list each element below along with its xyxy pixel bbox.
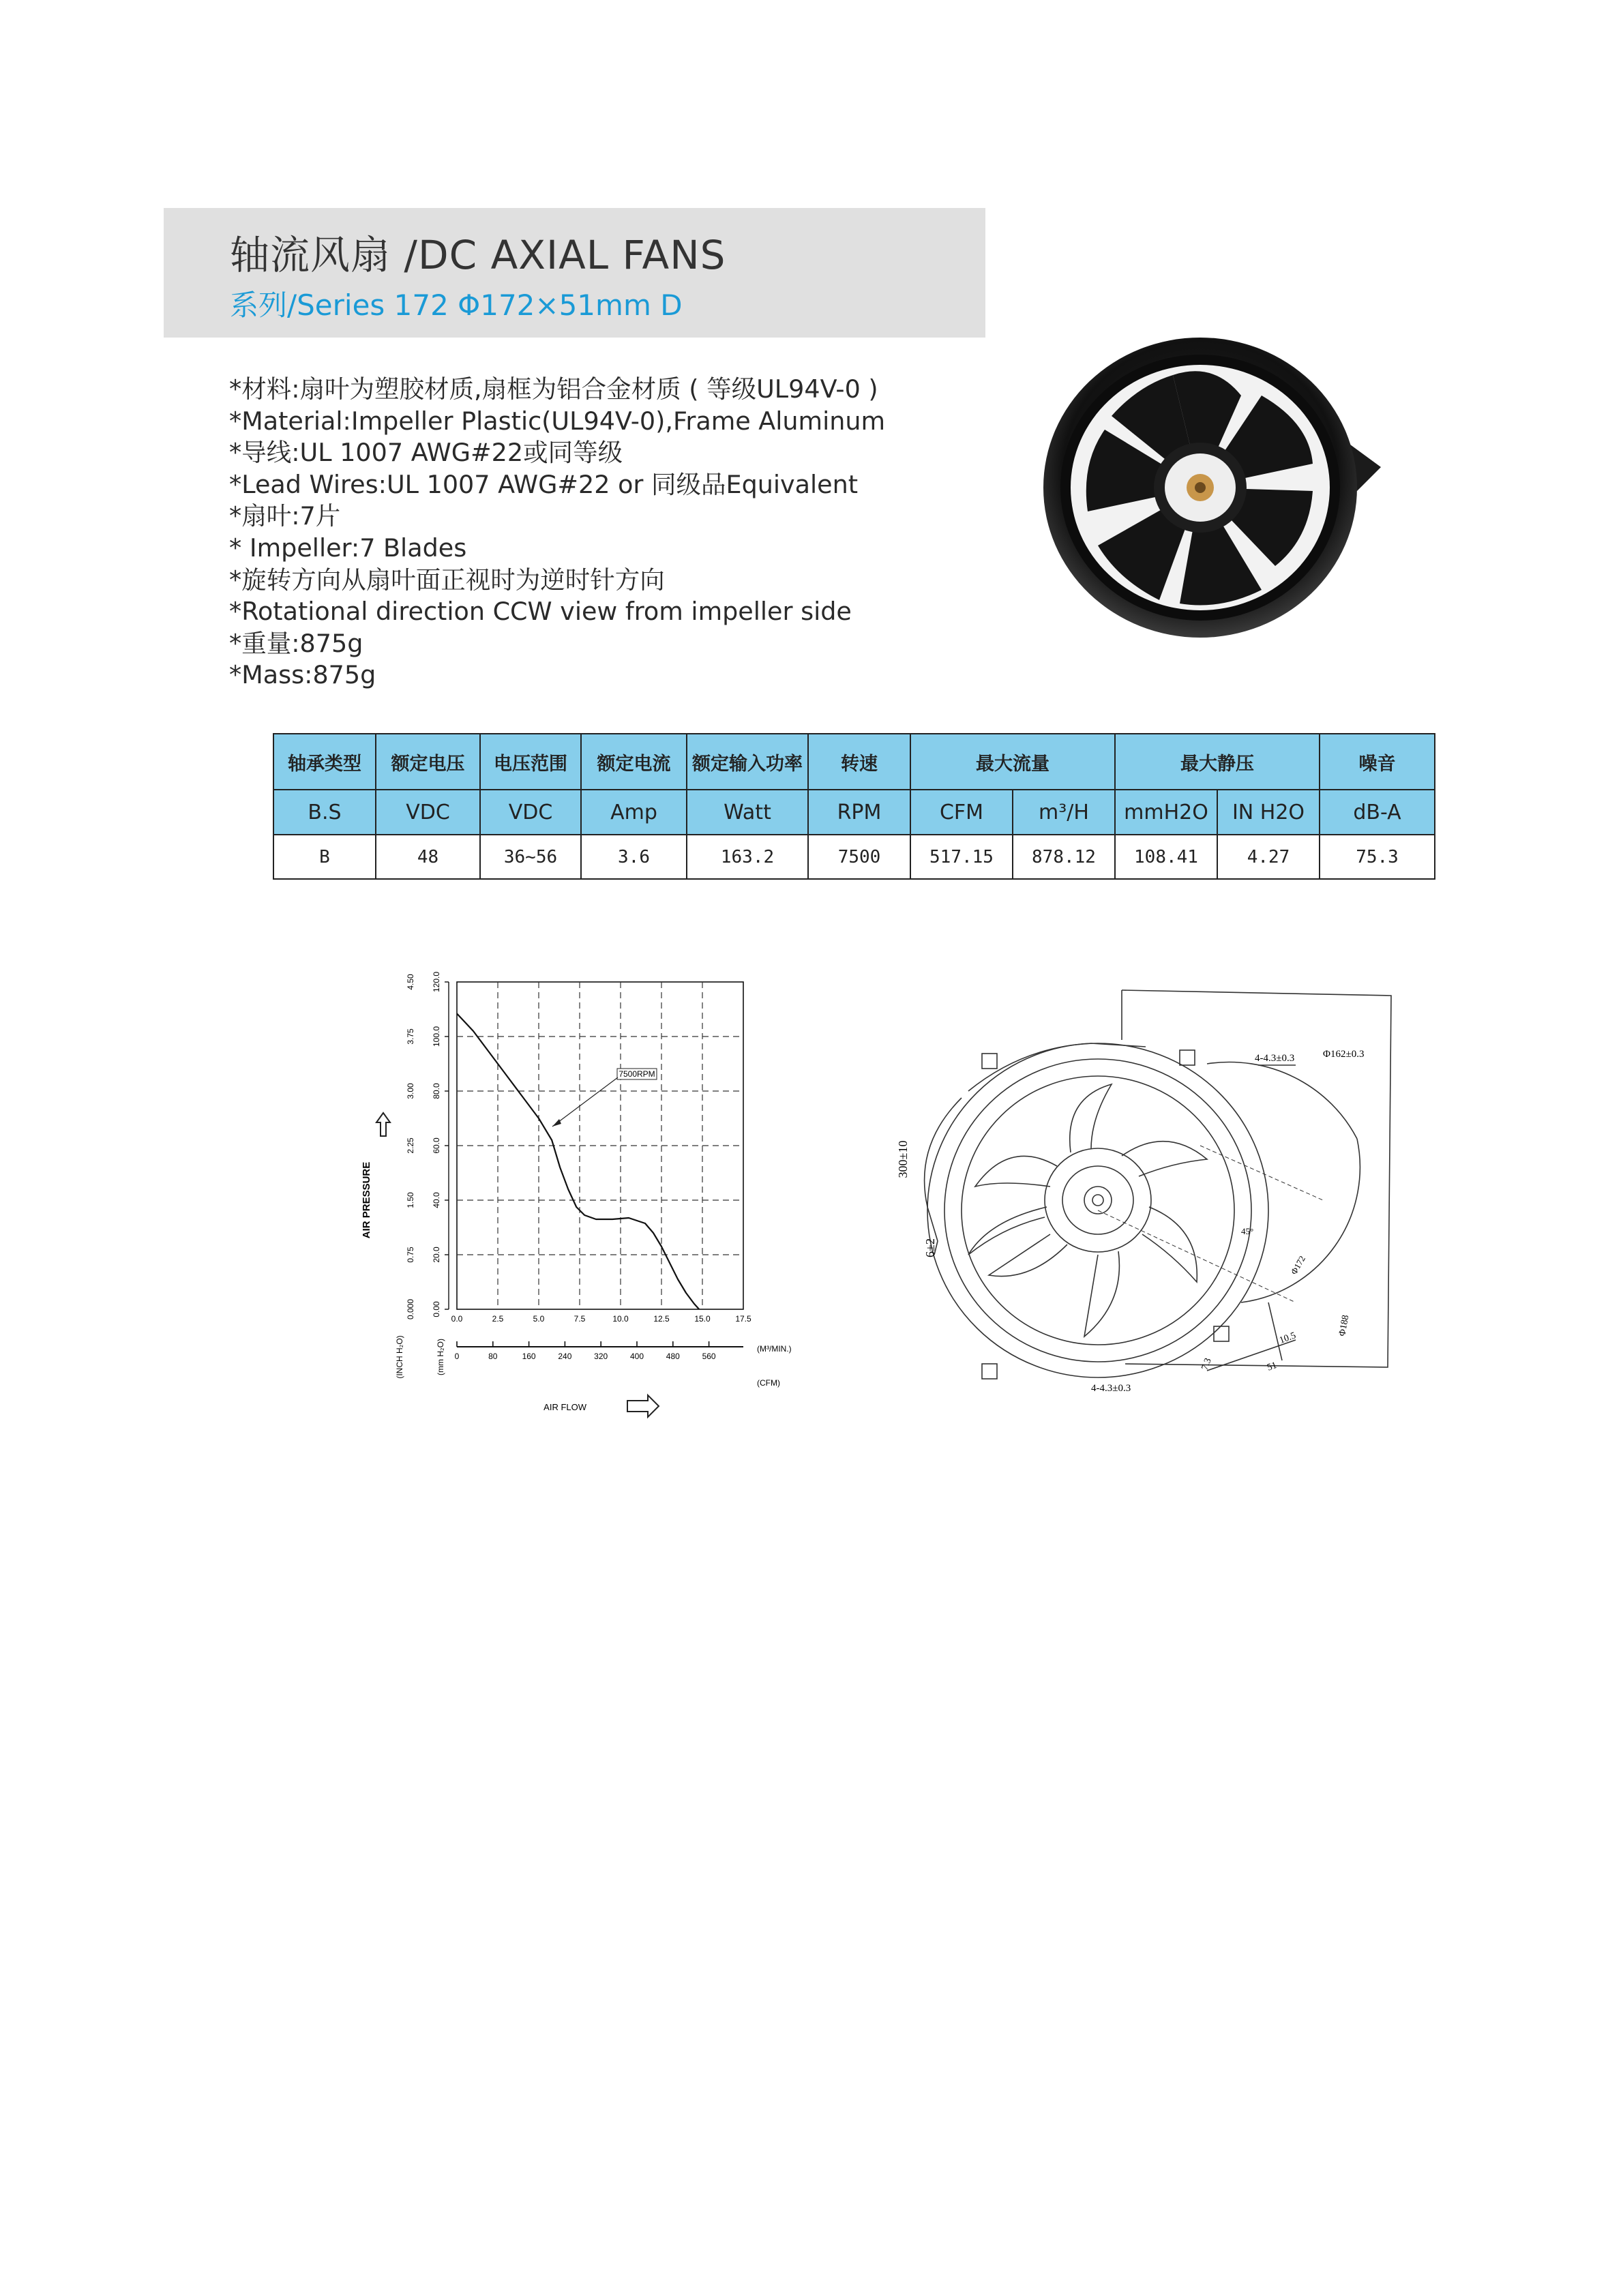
- performance-chart: [348, 968, 812, 1432]
- y-inch-tick-label: 0.000: [406, 1298, 415, 1320]
- pq-curve-line: [457, 1013, 699, 1309]
- x-m3-tick-label: 0.0: [451, 1314, 463, 1324]
- spec-line: *Rotational direction CCW view from impeller side: [229, 597, 852, 627]
- x-m3-tick-label: 15.0: [694, 1314, 711, 1324]
- th-max-airflow: 最大流量: [910, 734, 1115, 790]
- y-mm-tick-label: 0.00: [432, 1301, 441, 1317]
- chart-grid: [457, 982, 743, 1309]
- chart-series: [457, 1013, 699, 1309]
- x-m3-tick-label: 2.5: [492, 1314, 504, 1324]
- spec-table: [273, 733, 1435, 880]
- lead-length-label: 300±10: [896, 1140, 910, 1178]
- y-mm-tick-label: 80.0: [432, 1083, 441, 1099]
- th-voltage-range: 电压范围: [480, 734, 581, 790]
- x-axis-label: AIR FLOW: [544, 1402, 586, 1412]
- spec-line: *扇叶:7片: [229, 501, 341, 531]
- fan-product-image: [1037, 320, 1391, 648]
- value-cell: 36~56: [480, 835, 581, 879]
- bottom-hole-label: 4-4.3±0.3: [1091, 1383, 1131, 1394]
- x-cfm-tick-label: 480: [666, 1352, 680, 1361]
- th-bearing: 轴承类型: [273, 734, 376, 790]
- x-cfm-tick-label: 0: [454, 1352, 460, 1361]
- unit-cell: VDC: [480, 790, 581, 835]
- spec-list: [229, 374, 979, 691]
- value-cell: 75.3: [1320, 835, 1435, 879]
- x-m3-tick-label: 12.5: [653, 1314, 670, 1324]
- x-m3-tick-label: 7.5: [574, 1314, 586, 1324]
- annotation-leader: [552, 1077, 618, 1127]
- y-mm-unit-label: (mm H₂O): [436, 1339, 445, 1375]
- unit-cell: mmH2O: [1115, 790, 1217, 835]
- value-cell: 163.2: [687, 835, 808, 879]
- series-subtitle: 系列/Series 172 Φ172×51mm D: [230, 288, 683, 322]
- d51-label: 51: [1266, 1360, 1279, 1373]
- unit-cell: m³/H: [1013, 790, 1115, 835]
- top-diameter-label: Φ162±0.3: [1323, 1049, 1365, 1060]
- air-pressure-arrow-icon: [376, 1113, 390, 1136]
- header-band: [164, 208, 985, 338]
- spec-line: *旋转方向从扇叶面正视时为逆时针方向: [229, 565, 665, 595]
- y-inch-tick-label: 3.75: [406, 1028, 415, 1045]
- value-cell: 48: [376, 835, 480, 879]
- th-rated-current: 额定电流: [581, 734, 687, 790]
- page-title: 轴流风扇 /DC AXIAL FANS: [230, 232, 726, 278]
- x-cfm-tick-label: 80: [488, 1352, 498, 1361]
- value-cell: 878.12: [1013, 835, 1115, 879]
- value-cell: B: [273, 835, 376, 879]
- rpm-annotation: 7500RPM: [619, 1069, 655, 1079]
- air-flow-arrow-icon: [627, 1395, 659, 1417]
- angle-label: 45°: [1241, 1226, 1254, 1236]
- y-axis-label: AIR PRESSURE: [361, 1161, 372, 1239]
- x-m3-unit-label: (M³/MIN.): [757, 1344, 792, 1354]
- spec-line: *材料:扇叶为塑胶材质,扇框为铝合金材质 ( 等级UL94V-0 ): [229, 374, 878, 404]
- y-mm-tick-label: 100.0: [432, 1026, 441, 1047]
- chart-ticks: [406, 972, 751, 1361]
- th-speed: 转速: [808, 734, 910, 790]
- value-cell: 7500: [808, 835, 910, 879]
- annotation-arrowhead: [552, 1119, 561, 1127]
- pcd-label: Φ172: [1288, 1253, 1308, 1277]
- spec-line: *Material:Impeller Plastic(UL94V-0),Frame Aluminum: [229, 406, 886, 436]
- x-cfm-tick-label: 560: [702, 1352, 716, 1361]
- y-inch-tick-label: 1.50: [406, 1192, 415, 1208]
- x-cfm-tick-label: 240: [558, 1352, 572, 1361]
- spec-line: * Impeller:7 Blades: [229, 533, 467, 563]
- y-mm-tick-label: 20.0: [432, 1247, 441, 1263]
- unit-cell: IN H2O: [1217, 790, 1320, 835]
- value-cell: 108.41: [1115, 835, 1217, 879]
- x-cfm-tick-label: 320: [594, 1352, 608, 1361]
- y-inch-unit-label: (INCH H₂O): [395, 1335, 404, 1379]
- unit-cell: B.S: [273, 790, 376, 835]
- d10-label: 10.5: [1278, 1330, 1298, 1346]
- unit-cell: Amp: [581, 790, 687, 835]
- th-max-pressure: 最大静压: [1115, 734, 1320, 790]
- y-inch-tick-label: 3.00: [406, 1083, 415, 1099]
- y-inch-tick-label: 4.50: [406, 974, 415, 990]
- unit-cell: dB-A: [1320, 790, 1435, 835]
- th-input-power: 额定输入功率: [687, 734, 808, 790]
- y-mm-tick-label: 120.0: [432, 971, 441, 993]
- unit-cell: RPM: [808, 790, 910, 835]
- x-cfm-tick-label: 160: [522, 1352, 536, 1361]
- y-mm-tick-label: 40.0: [432, 1192, 441, 1208]
- strip-length-label: 6±2: [923, 1238, 937, 1257]
- th-noise: 噪音: [1320, 734, 1435, 790]
- th-rated-voltage: 额定电压: [376, 734, 480, 790]
- spec-line: *导线:UL 1007 AWG#22或同等级: [229, 438, 623, 468]
- value-cell: 3.6: [581, 835, 687, 879]
- unit-cell: VDC: [376, 790, 480, 835]
- unit-cell: CFM: [910, 790, 1013, 835]
- d188-label: Φ188: [1337, 1314, 1352, 1337]
- unit-cell: Watt: [687, 790, 808, 835]
- top-hole-label: 4-4.3±0.3: [1255, 1053, 1295, 1064]
- value-cell: 4.27: [1217, 835, 1320, 879]
- y-mm-tick-label: 60.0: [432, 1137, 441, 1154]
- x-m3-tick-label: 17.5: [735, 1314, 751, 1324]
- dimension-drawing: [887, 982, 1412, 1405]
- value-cell: 517.15: [910, 835, 1013, 879]
- x-m3-tick-label: 5.0: [533, 1314, 545, 1324]
- x-cfm-unit-label: (CFM): [757, 1378, 780, 1388]
- spec-line: *重量:875g: [229, 628, 363, 658]
- y-inch-tick-label: 0.75: [406, 1247, 415, 1263]
- x-m3-tick-label: 10.0: [612, 1314, 629, 1324]
- spec-line: *Lead Wires:UL 1007 AWG#22 or 同级品Equivalent: [229, 469, 859, 499]
- d7-label: 7.3: [1200, 1356, 1214, 1372]
- spec-line: *Mass:875g: [229, 660, 376, 690]
- y-inch-tick-label: 2.25: [406, 1137, 415, 1154]
- x-cfm-tick-label: 400: [629, 1352, 644, 1361]
